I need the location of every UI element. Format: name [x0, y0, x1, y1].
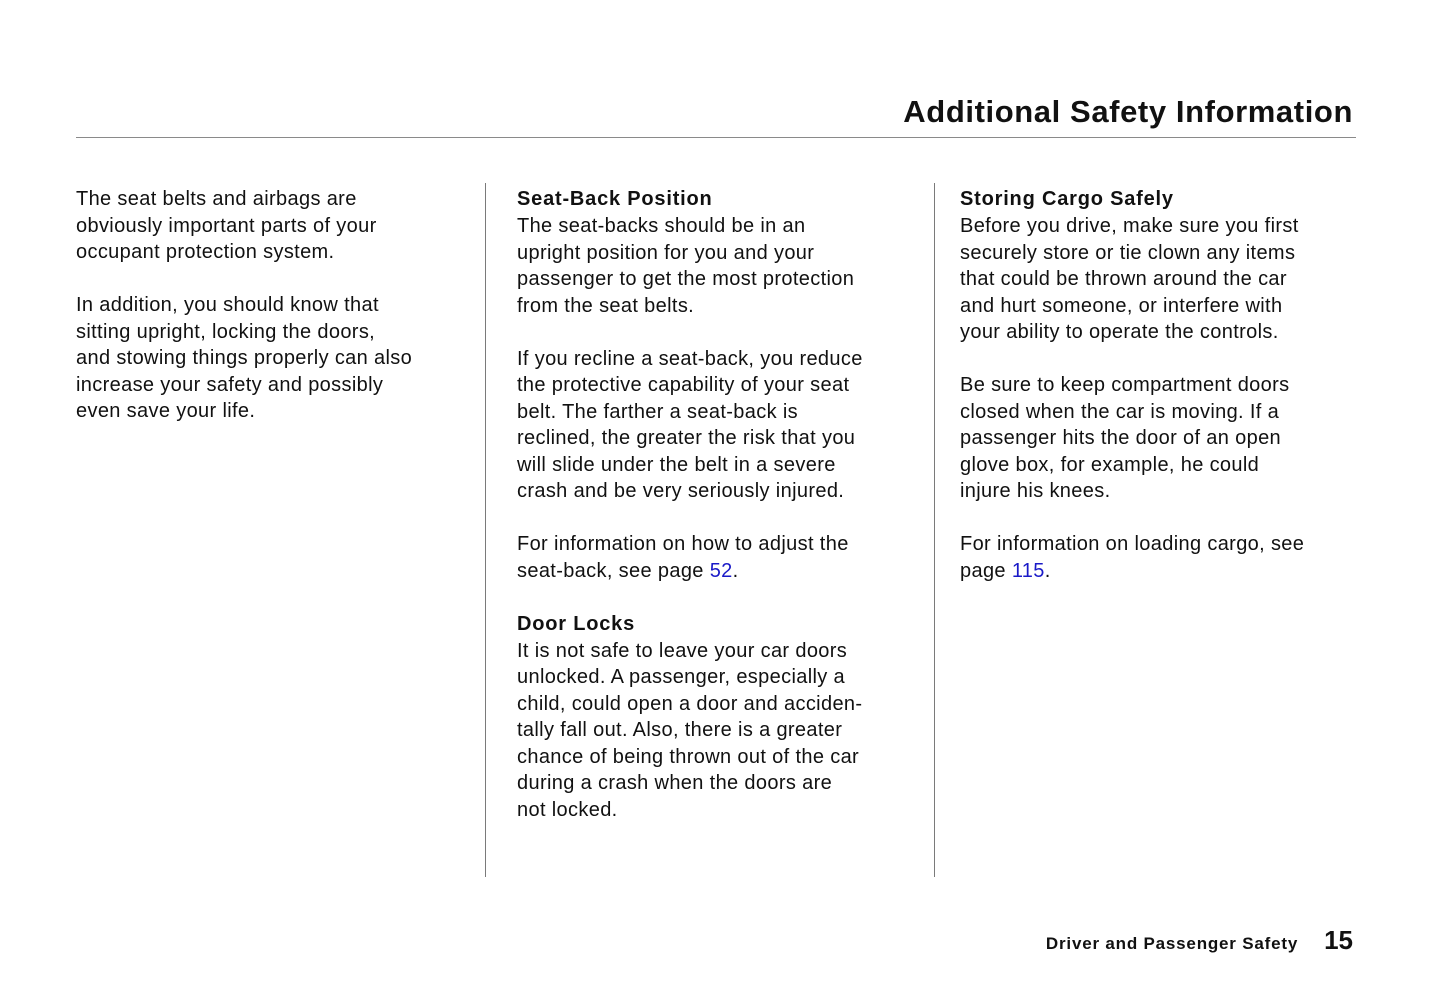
heading-seat-back-position: Seat-Back Position — [517, 188, 713, 210]
text-line: not locked. — [517, 798, 618, 821]
intro-paragraph-1 — [76, 186, 476, 266]
seat-back-paragraph-1 — [517, 213, 917, 319]
text-line: unlocked. A passenger, especially a — [517, 666, 846, 688]
column-divider-2 — [934, 183, 935, 877]
page-title: Additional Safety Information — [903, 94, 1353, 129]
text-line: and stowing things properly can also — [76, 347, 413, 369]
text-line: If you recline a seat-back, you reduce — [517, 347, 863, 370]
text-line: belt. The farther a seat-back is — [517, 400, 798, 423]
cargo-reference — [960, 531, 1360, 584]
text-line: chance of being thrown out of the car — [517, 745, 860, 768]
text-line: sitting upright, locking the doors, — [76, 320, 376, 343]
seat-back-reference — [517, 531, 917, 584]
text-line: injure his knees. — [960, 480, 1111, 502]
text-line: The seat belts and airbags are — [76, 188, 357, 210]
column-storing-cargo — [960, 186, 1360, 611]
text-line: passenger to get the most protection — [517, 268, 855, 290]
column-seat-back-and-door-locks — [517, 186, 917, 850]
door-locks-paragraph — [517, 638, 917, 824]
text-line: It is not safe to leave your car doors — [517, 639, 848, 662]
text-line: upright position for you and your — [517, 241, 815, 264]
text-line — [517, 558, 917, 585]
heading-door-locks: Door Locks — [517, 612, 636, 635]
text-line: your ability to operate the controls. — [960, 321, 1279, 343]
seat-back-paragraph-2 — [517, 346, 917, 505]
text-line: and hurt someone, or interfere with — [960, 294, 1283, 317]
text-line: The seat-backs should be in an — [517, 215, 806, 237]
text-line: closed when the car is moving. If a — [960, 400, 1280, 423]
text-line: In addition, you should know that — [76, 294, 379, 316]
page-number: 15 — [1324, 925, 1353, 955]
cargo-paragraph-1 — [960, 213, 1360, 346]
text-line: reclined, the greater the risk that you — [517, 427, 856, 449]
text-line: child, could open a door and acciden- — [517, 692, 863, 715]
text-line: tally fall out. Also, there is a greater — [517, 719, 843, 741]
text-line: occupant protection system. — [76, 241, 335, 263]
reference-prefix: page — [960, 559, 1012, 582]
text-line: will slide under the belt in a severe — [517, 453, 836, 476]
text-line: glove box, for example, he could — [960, 453, 1260, 476]
text-line: securely store or tie clown any items — [960, 241, 1296, 264]
header-rule — [76, 137, 1356, 138]
text-line: For information on how to adjust the — [517, 533, 849, 555]
footer-section-title: Driver and Passenger Safety — [1045, 934, 1299, 953]
page-footer — [1046, 925, 1353, 956]
reference-suffix: . — [732, 559, 739, 582]
text-line: crash and be very seriously injured. — [517, 480, 845, 502]
heading-storing-cargo-safely: Storing Cargo Safely — [960, 188, 1174, 210]
text-line: Before you drive, make sure you first — [960, 215, 1299, 237]
text-line — [960, 558, 1360, 585]
text-line: the protective capability of your seat — [517, 374, 850, 396]
text-line: during a crash when the doors are — [517, 772, 833, 794]
text-line: For information on loading cargo, see — [960, 533, 1305, 555]
text-line: Be sure to keep compartment doors — [960, 374, 1290, 396]
text-line: from the seat belts. — [517, 294, 695, 317]
cargo-paragraph-2 — [960, 372, 1360, 505]
text-line: passenger hits the door of an open — [960, 427, 1282, 449]
reference-suffix: . — [1044, 559, 1051, 582]
column-divider-1 — [485, 183, 486, 877]
page-link-115[interactable]: 115 — [1011, 559, 1045, 582]
text-line: even save your life. — [76, 400, 256, 422]
text-line: obviously important parts of your — [76, 214, 377, 237]
page-link-52[interactable]: 52 — [709, 559, 733, 582]
column-intro — [76, 186, 476, 451]
intro-paragraph-2 — [76, 292, 476, 425]
text-line: increase your safety and possibly — [76, 373, 384, 396]
text-line: that could be thrown around the car — [960, 268, 1287, 290]
reference-prefix: seat-back, see page — [517, 559, 710, 582]
